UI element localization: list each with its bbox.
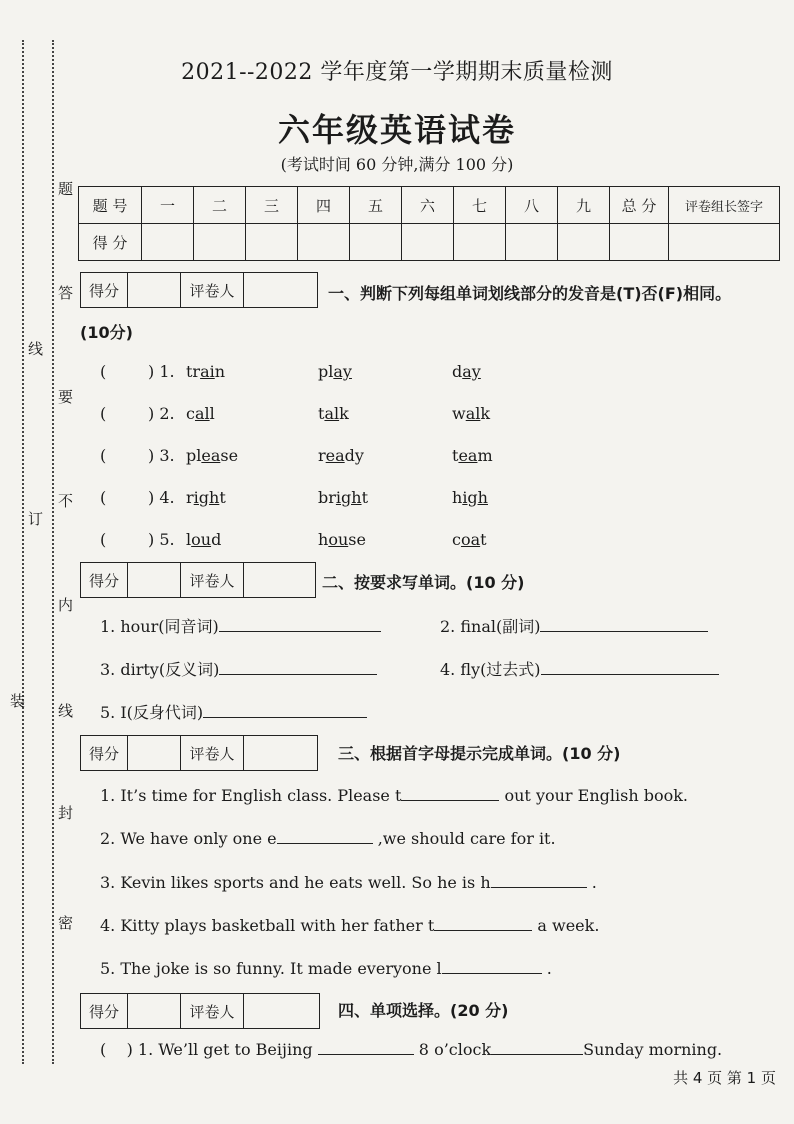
score-table-header-row <box>79 187 780 224</box>
score-label: 得分 <box>81 273 128 307</box>
question-item: 4. Kitty plays basketball with her father t a week. <box>100 916 600 935</box>
binding-char: 要 <box>58 388 74 406</box>
section-1-points: (10分) <box>80 323 133 342</box>
score-cell: 二 <box>194 187 246 224</box>
answer-paren[interactable]: ( <box>100 362 107 381</box>
score-label: 得分 <box>81 994 128 1028</box>
word: high <box>452 488 488 507</box>
score-input-cell[interactable] <box>669 224 780 261</box>
word: please <box>186 446 239 465</box>
answer-blank[interactable] <box>277 829 373 844</box>
question-item: 1. It’s time for English class. Please t out your English book. <box>100 786 689 805</box>
grader-label: 评卷人 <box>181 273 244 307</box>
answer-paren[interactable]: ( <box>100 1040 127 1059</box>
answer-blank[interactable] <box>219 660 377 675</box>
grader-blank[interactable] <box>244 736 317 770</box>
score-input-cell[interactable] <box>298 224 350 261</box>
score-cell: 得 分 <box>79 224 142 261</box>
answer-paren[interactable]: ( <box>100 530 107 549</box>
score-cell: 总 分 <box>610 187 669 224</box>
question-item: 1. hour(同音词) <box>100 614 381 637</box>
page-footer: 共 4 页 第 1 页 <box>673 1069 776 1087</box>
word: right <box>186 488 226 507</box>
section-4-title: 四、单项选择。(20 分) <box>338 1001 509 1020</box>
binding-char: 答 <box>58 284 74 302</box>
score-label: 得分 <box>81 563 128 597</box>
word: team <box>452 446 493 465</box>
score-cell: 一 <box>142 187 194 224</box>
answer-blank[interactable] <box>434 916 532 931</box>
score-cell: 九 <box>558 187 610 224</box>
score-input-cell[interactable] <box>506 224 558 261</box>
paper-title: 六年级英语试卷 <box>277 111 516 149</box>
word: talk <box>318 404 349 423</box>
score-table <box>78 186 780 261</box>
score-input-cell[interactable] <box>454 224 506 261</box>
grader-blank[interactable] <box>244 563 315 597</box>
word: house <box>318 530 366 549</box>
binding-char: 装 <box>10 692 26 710</box>
word: ready <box>318 446 364 465</box>
score-cell: 八 <box>506 187 558 224</box>
word: train <box>186 362 226 381</box>
binding-char: 密 <box>58 914 74 932</box>
score-cell: 三 <box>246 187 298 224</box>
section-3-title: 三、根据首字母提示完成单词。(10 分) <box>338 744 621 763</box>
answer-paren[interactable]: ( <box>100 488 107 507</box>
score-table-score-row <box>79 224 780 261</box>
binding-char: 订 <box>28 510 44 528</box>
binding-char: 线 <box>58 702 74 720</box>
question-item: 3. Kevin likes sports and he eats well. So he is h . <box>100 873 597 892</box>
score-blank[interactable] <box>128 736 181 770</box>
score-input-cell[interactable] <box>402 224 454 261</box>
answer-blank[interactable] <box>219 617 381 632</box>
word: walk <box>452 404 491 423</box>
item-number: ) 4. <box>148 488 175 507</box>
answer-blank[interactable] <box>491 1040 583 1055</box>
binding-line-outer <box>22 40 24 1064</box>
binding-char: 不 <box>58 492 74 510</box>
item-number: ) 3. <box>148 446 175 465</box>
answer-blank[interactable] <box>401 786 499 801</box>
question-item: 2. We have only one e ,we should care for it. <box>100 829 556 848</box>
grader-label: 评卷人 <box>181 563 244 597</box>
binding-char: 题 <box>58 180 74 198</box>
exam-note: (考试时间 60 分钟,满分 100 分) <box>280 155 514 174</box>
grader-blank[interactable] <box>244 994 319 1028</box>
answer-blank[interactable] <box>442 959 542 974</box>
grader-label: 评卷人 <box>181 994 244 1028</box>
score-blank[interactable] <box>128 563 181 597</box>
score-cell: 四 <box>298 187 350 224</box>
binding-char: 封 <box>58 804 74 822</box>
item-number: ) 2. <box>148 404 175 423</box>
word: play <box>318 362 352 381</box>
word: coat <box>452 530 487 549</box>
answer-paren[interactable]: ( <box>100 446 107 465</box>
item-number: ) 5. <box>148 530 175 549</box>
answer-blank[interactable] <box>541 660 719 675</box>
answer-blank[interactable] <box>491 873 587 888</box>
grader-box <box>80 562 316 598</box>
word: loud <box>186 530 222 549</box>
score-blank[interactable] <box>128 273 181 307</box>
answer-blank[interactable] <box>318 1040 414 1055</box>
word: call <box>186 404 215 423</box>
section-1-title: 一、判断下列每组单词划线部分的发音是(T)否(F)相同。 <box>328 284 732 303</box>
section-2-title: 二、按要求写单词。(10 分) <box>322 573 525 592</box>
grader-blank[interactable] <box>244 273 317 307</box>
score-input-cell[interactable] <box>246 224 298 261</box>
score-label: 得分 <box>81 736 128 770</box>
binding-line-inner <box>52 40 54 1064</box>
word: day <box>452 362 481 381</box>
answer-blank[interactable] <box>540 617 708 632</box>
score-cell: 评卷组长签字 <box>669 187 780 224</box>
question-item: 5. I(反身代词) <box>100 700 367 723</box>
score-blank[interactable] <box>128 994 181 1028</box>
grader-label: 评卷人 <box>181 736 244 770</box>
word: bright <box>318 488 368 507</box>
grader-box <box>80 993 320 1029</box>
score-input-cell[interactable] <box>194 224 246 261</box>
question-item: 4. fly(过去式) <box>440 657 719 680</box>
score-input-cell[interactable] <box>350 224 402 261</box>
score-cell: 五 <box>350 187 402 224</box>
item-number: ) 1. <box>148 362 175 381</box>
answer-paren[interactable]: ( <box>100 404 107 423</box>
question-item: 5. The joke is so funny. It made everyone l . <box>100 959 552 978</box>
question-item: ( ) 1. We’ll get to Beijing 8 o’clock Sunday morning. <box>100 1040 723 1059</box>
score-input-cell[interactable] <box>142 224 194 261</box>
grader-box <box>80 272 318 308</box>
binding-char: 线 <box>28 340 44 358</box>
binding-char: 内 <box>58 596 74 614</box>
score-cell: 七 <box>454 187 506 224</box>
score-cell: 题 号 <box>79 187 142 224</box>
question-item: 2. final(副词) <box>440 614 708 637</box>
question-item: 3. dirty(反义词) <box>100 657 377 680</box>
exam-title: 2021--2022 学年度第一学期期末质量检测 <box>181 60 613 85</box>
score-input-cell[interactable] <box>558 224 610 261</box>
score-cell: 六 <box>402 187 454 224</box>
score-input-cell[interactable] <box>610 224 669 261</box>
grader-box <box>80 735 318 771</box>
answer-blank[interactable] <box>203 703 367 718</box>
